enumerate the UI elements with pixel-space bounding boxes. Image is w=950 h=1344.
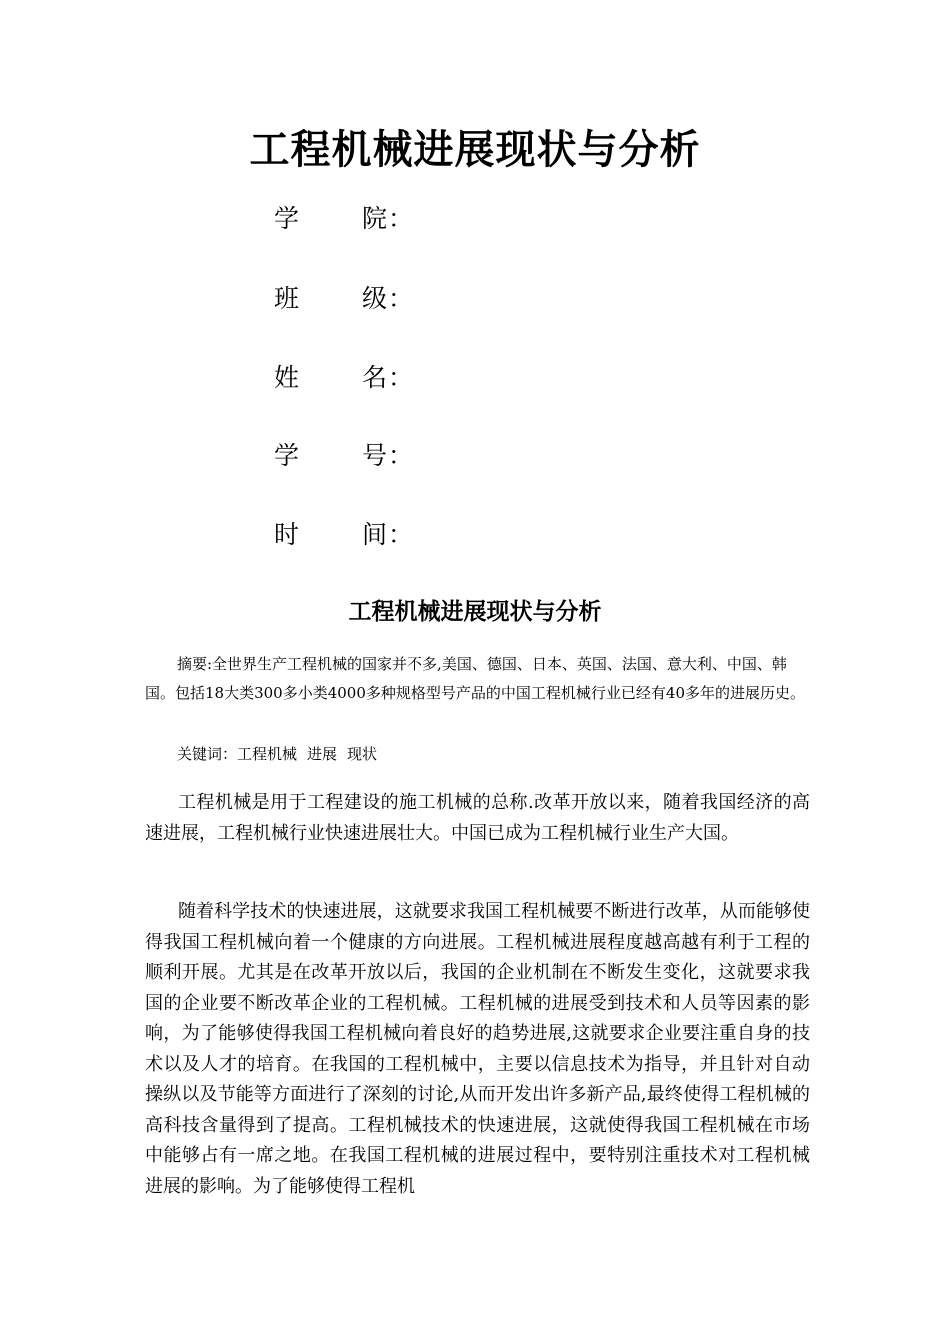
field-colon: ： bbox=[388, 363, 414, 392]
field-label-char: 间 bbox=[362, 520, 388, 549]
keyword: 工程机械 bbox=[237, 745, 298, 763]
field-label-char: 级 bbox=[362, 284, 388, 313]
field-colon: ： bbox=[388, 284, 414, 313]
field-label-char: 班 bbox=[274, 284, 300, 313]
keywords-line bbox=[177, 741, 807, 767]
field-label-char: 名 bbox=[362, 363, 388, 392]
abstract-paragraph: 摘要:全世界生产工程机械的国家并不多,美国、德国、日本、英国、法国、意大利、中国、韩国。包括18大类300多小类4000多种规格型号产品的中国工程机械行业已经有40多年的进展历史。 bbox=[145, 655, 805, 702]
cover-title: 工程机械进展现状与分析 bbox=[249, 127, 701, 173]
body-paragraph: 随着科学技术的快速进展，这就要求我国工程机械要不断进行改革，从而能够使得我国工程机械向着一个健康的方向进展。工程机械进展程度越高越有利于工程的顺利开展。尤其是在改革开放以后，我国的企业机制在不断发生变化，这就要求我国的企业要不断改革企业的工程机械。工程机械的进展受到技术和人员等因素的影响，为了能够使得我国工程机械向着良好的趋势进展,这就要求企业要注重自身的技术以及人才的培育。在我国的工程机械中，主要以信息技术为指导，并且针对自动操纵以及节能等方面进行了深刻的讨论,从而开发出许多新产品,最终使得工程机械的高科技含量得到了提高。工程机械技术的快速进展，这就使得我国工程机械在市场中能够占有一席之地。在我国工程机械的进展过程中，要特别注重技术对工程机械进展的影响。为了能够使得工程机 bbox=[145, 901, 810, 1197]
field-colon: ： bbox=[388, 441, 414, 470]
keyword: 现状 bbox=[347, 745, 378, 763]
keywords-label: 关键词： bbox=[177, 745, 238, 763]
field-label-char: 姓 bbox=[274, 363, 300, 392]
field-label-char: 学 bbox=[274, 441, 300, 470]
field-label-char: 院 bbox=[362, 204, 388, 233]
field-colon: ： bbox=[388, 204, 414, 233]
keyword: 进展 bbox=[307, 745, 338, 763]
field-label-char: 学 bbox=[274, 204, 300, 233]
field-label-char: 时 bbox=[274, 520, 300, 549]
body-paragraph: 工程机械是用于工程建设的施工机械的总称.改革开放以来，随着我国经济的高速进展，工程机械行业快速进展壮大。中国已成为工程机械行业生产大国。 bbox=[145, 792, 810, 844]
field-label-char: 号 bbox=[362, 441, 388, 470]
article-title: 工程机械进展现状与分析 bbox=[348, 599, 602, 625]
field-colon: ： bbox=[388, 520, 414, 549]
